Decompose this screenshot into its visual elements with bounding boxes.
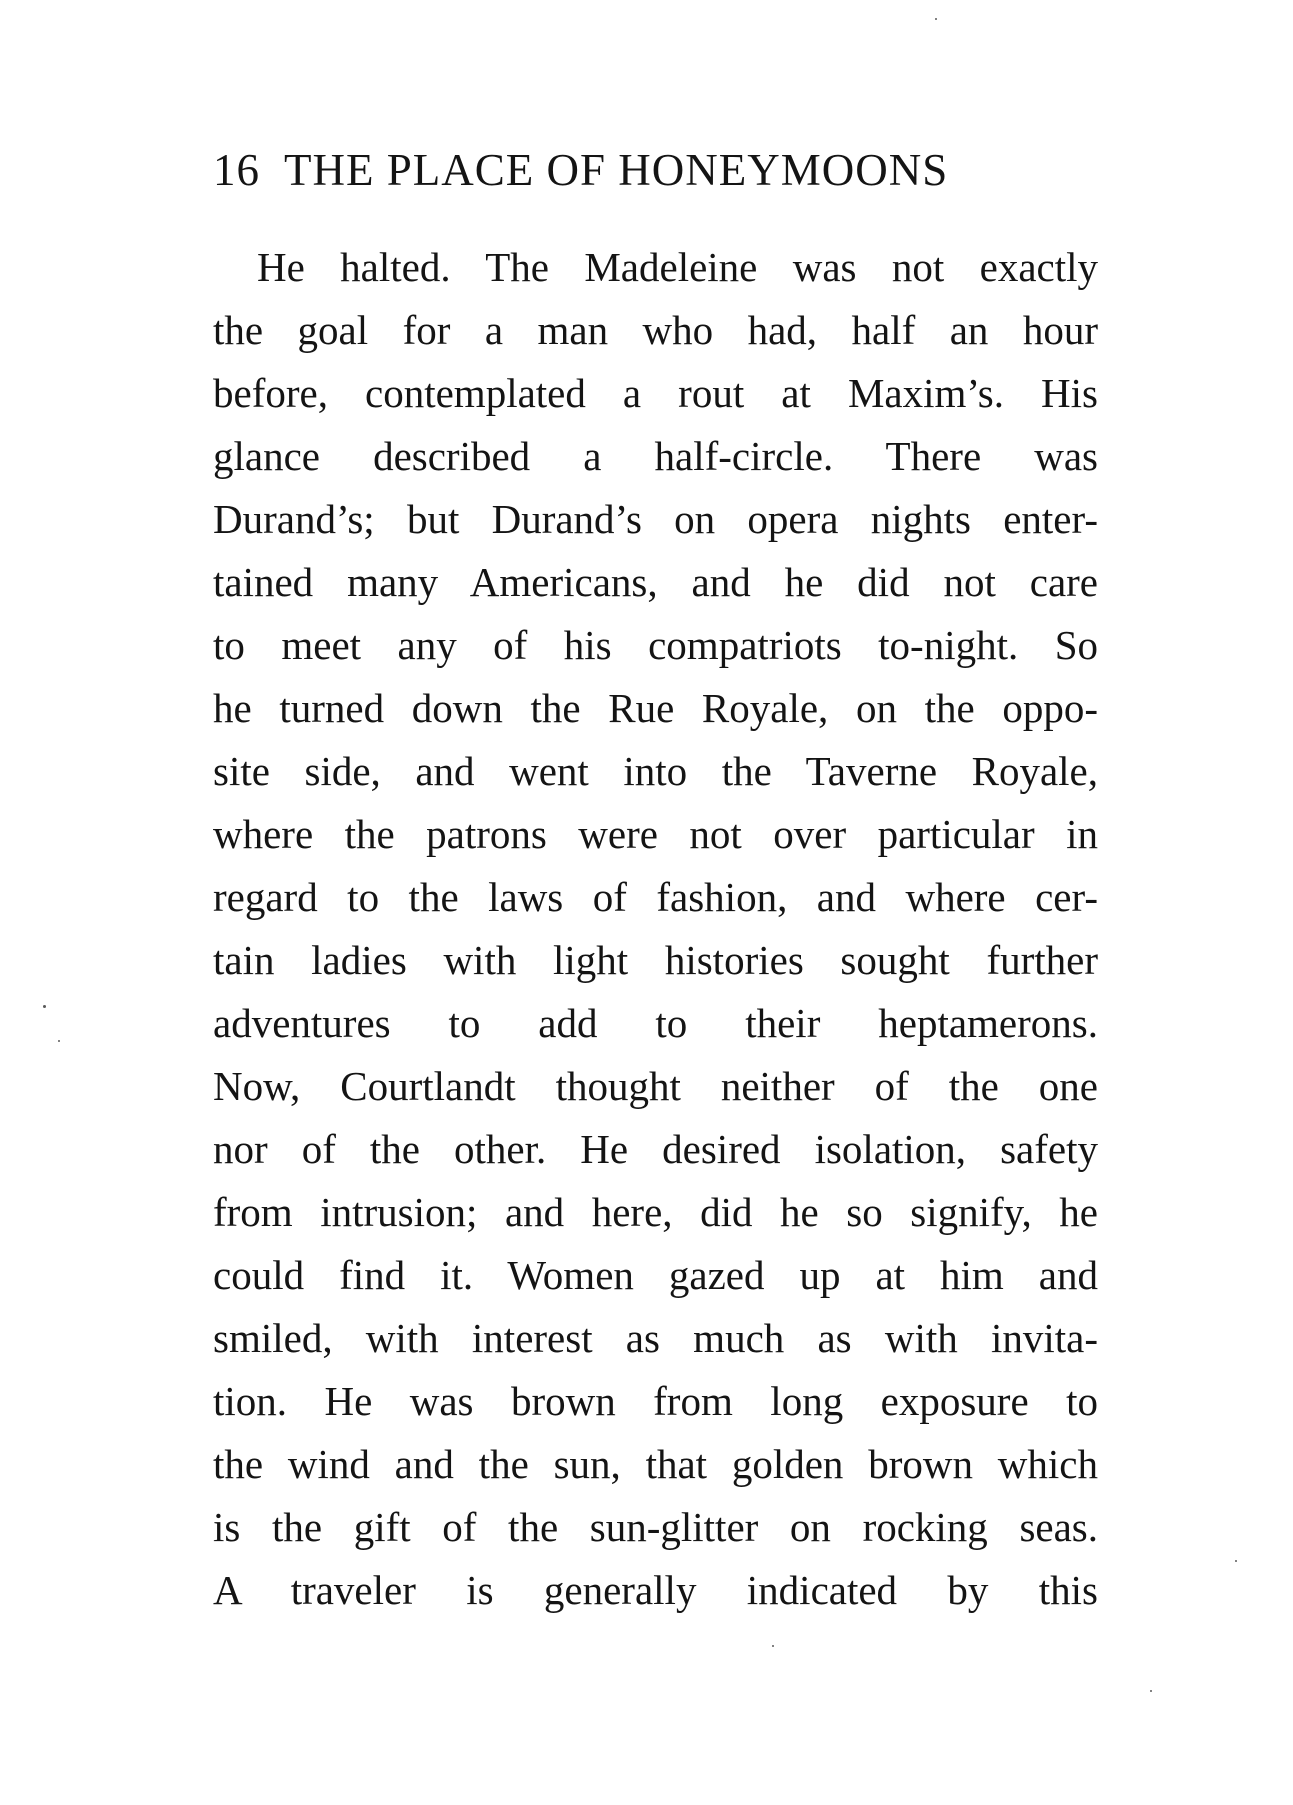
running-head <box>213 140 1113 200</box>
page-number: 16 <box>213 145 260 195</box>
text-line: is the gift of the sun-glitter on rocking seas. <box>213 1504 1098 1550</box>
text-line: regard to the laws of fashion, and where cer- <box>213 874 1098 920</box>
text-line: the wind and the sun, that golden brown which <box>213 1441 1098 1487</box>
body-text <box>213 236 1098 1622</box>
text-line: nor of the other. He desired isolation, safety <box>213 1126 1098 1172</box>
text-line: A traveler is generally indicated by this <box>213 1567 1098 1613</box>
text-line: to meet any of his compatriots to-night. So <box>213 622 1098 668</box>
text-line: site side, and went into the Taverne Royale, <box>213 748 1098 794</box>
scan-speck <box>58 1040 60 1042</box>
scan-speck <box>935 18 937 20</box>
scan-speck <box>43 1005 46 1008</box>
text-line: where the patrons were not over particular in <box>213 811 1098 857</box>
text-line: tain ladies with light histories sought further <box>213 937 1098 983</box>
text-line: smiled, with interest as much as with invita- <box>213 1315 1098 1361</box>
scan-speck <box>1150 1690 1152 1692</box>
text-line: adventures to add to their heptamerons. <box>213 1000 1098 1046</box>
text-line: He halted. The Madeleine was not exactly <box>257 244 1098 290</box>
text-line: the goal for a man who had, half an hour <box>213 307 1098 353</box>
text-line: from intrusion; and here, did he so signify, he <box>213 1189 1098 1235</box>
chapter-title: THE PLACE OF HONEYMOONS <box>284 145 949 195</box>
text-line: tion. He was brown from long exposure to <box>213 1378 1098 1424</box>
text-line: tained many Americans, and he did not care <box>213 559 1098 605</box>
text-line: Now, Courtlandt thought neither of the one <box>213 1063 1098 1109</box>
scan-speck <box>772 1645 774 1647</box>
text-line: could find it. Women gazed up at him and <box>213 1252 1098 1298</box>
text-line: he turned down the Rue Royale, on the oppo- <box>213 685 1098 731</box>
scan-speck <box>1235 1560 1237 1562</box>
text-line: Durand’s; but Durand’s on opera nights enter- <box>213 496 1098 542</box>
text-line: before, contemplated a rout at Maxim’s. His <box>213 370 1098 416</box>
text-line: glance described a half-circle. There was <box>213 433 1098 479</box>
